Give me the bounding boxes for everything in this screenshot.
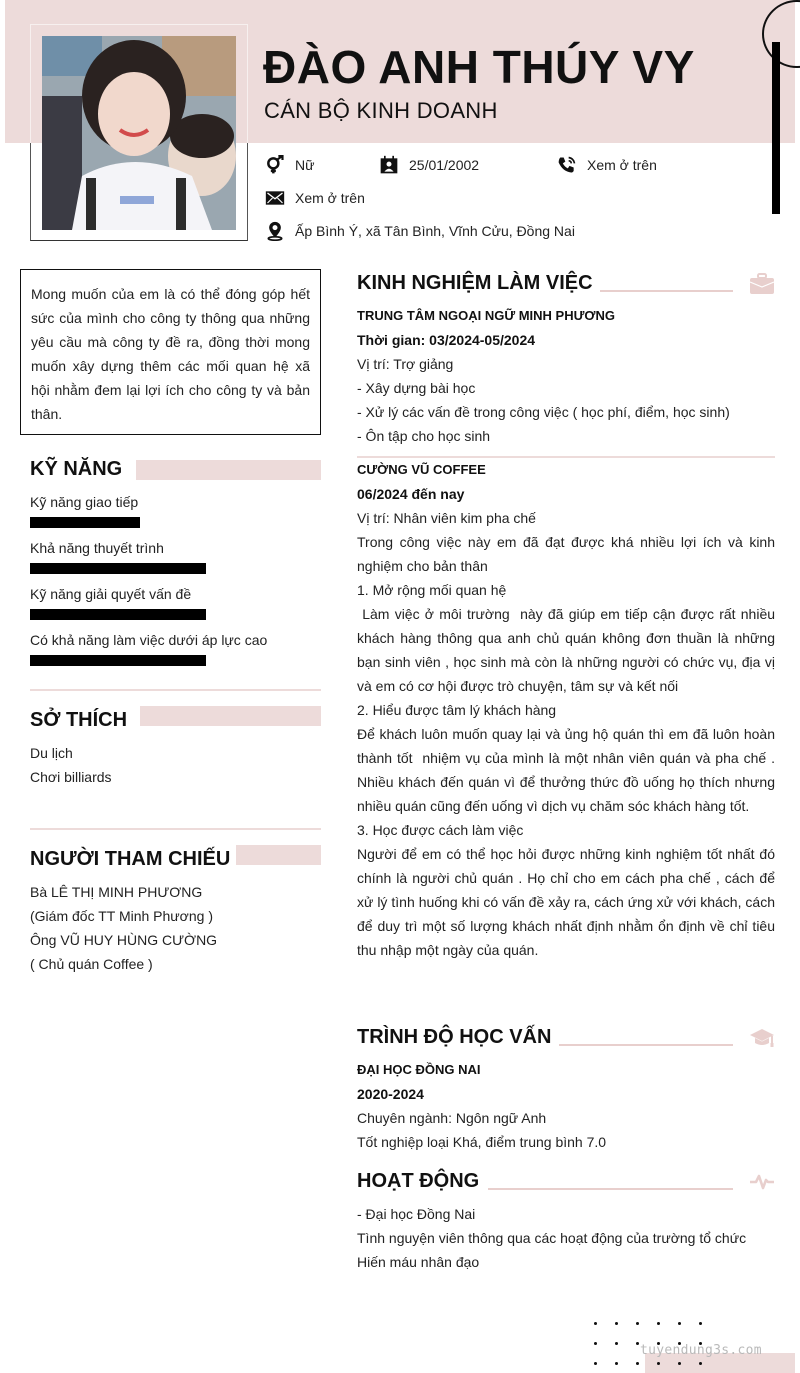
section-divider	[30, 828, 321, 830]
hobby-item: Chơi billiards	[30, 769, 112, 785]
heartbeat-icon	[749, 1171, 775, 1193]
job-line: 1. Mở rộng mối quan hệ	[357, 582, 507, 598]
job-period: Thời gian: 03/2024-05/2024	[357, 332, 536, 348]
reference-line: (Giám đốc TT Minh Phương )	[30, 908, 213, 924]
envelope-icon	[264, 187, 286, 209]
hobby-item: Du lịch	[30, 745, 73, 761]
job-title: CÁN BỘ KINH DOANH	[264, 98, 498, 123]
birthday-info	[378, 154, 479, 176]
decorative-vertical-bar	[772, 42, 780, 214]
graduation-cap-icon	[749, 1027, 775, 1049]
references-heading: NGƯỜI THAM CHIẾU	[30, 848, 231, 870]
gender-icon	[264, 154, 286, 176]
heading-rule	[488, 1188, 733, 1190]
heading-rule	[600, 290, 733, 292]
skill-label: Kỹ năng giải quyết vấn đề	[30, 586, 192, 602]
education-line: Chuyên ngành: Ngôn ngữ Anh	[357, 1110, 547, 1126]
reference-line: ( Chủ quán Coffee )	[30, 956, 153, 972]
education-line: Tốt nghiệp loại Khá, điểm trung bình 7.0	[357, 1134, 607, 1150]
briefcase-icon	[749, 273, 775, 295]
skill-label: Có khả năng làm việc dưới áp lực cao	[30, 632, 268, 648]
hobbies-heading-bar	[140, 706, 321, 726]
email-info	[264, 187, 365, 209]
section-divider	[30, 689, 321, 691]
job-line: 2. Hiểu được tâm lý khách hàng	[357, 702, 557, 718]
activity-line: - Đại học Đồng Nai	[357, 1206, 476, 1222]
job-line: - Xử lý các vấn đề trong công việc ( học phí, điểm, học sinh)	[357, 404, 730, 420]
company-name: TRUNG TÂM NGOẠI NGỮ MINH PHƯƠNG	[357, 308, 615, 323]
hobbies-heading: SỞ THÍCH	[30, 709, 128, 731]
skill-level-bar	[30, 655, 206, 666]
address-info	[264, 220, 575, 242]
job-line: Người để em có thể học hỏi được những kinh nghiệm tốt nhất đó chính là người chủ quán . Họ chỉ cho em cách pha chế , cách để xử lý tình huống khi có vấn đề xảy ra, cách ứng xử với khách, cách để duy trì một số lượng khách nhất định nhằm ổn định về chỉ tiêu thu nhập một ngày của quán.	[357, 846, 775, 958]
company-name: CƯỜNG VŨ COFFEE	[357, 462, 486, 477]
heading-rule	[559, 1044, 733, 1046]
phone-info	[556, 154, 657, 176]
skill-level-bar	[30, 563, 206, 574]
education-entry	[357, 1058, 775, 1154]
job-line: - Ôn tập cho học sinh	[357, 428, 491, 444]
skills-heading-bar	[136, 460, 321, 480]
email-value: Xem ở trên	[295, 190, 365, 206]
skill-label: Khả năng thuyết trình	[30, 540, 164, 556]
education-period: 2020-2024	[357, 1086, 424, 1102]
address-value: Ấp Bình Ý, xã Tân Bình, Vĩnh Cửu, Đồng Nai	[295, 223, 575, 239]
school-name: ĐẠI HỌC ĐỒNG NAI	[357, 1062, 481, 1077]
activities-entry	[357, 1202, 775, 1274]
birthday-value: 25/01/2002	[409, 157, 480, 173]
phone-icon	[556, 154, 578, 176]
candidate-name: ĐÀO ANH THÚY VY	[263, 41, 695, 93]
avatar	[42, 36, 236, 230]
skill-level-bar	[30, 609, 206, 620]
phone-value: Xem ở trên	[587, 157, 657, 173]
gender-value: Nữ	[295, 157, 315, 173]
activity-line: Hiến máu nhân đạo	[357, 1254, 480, 1270]
job-line: Làm việc ở môi trường này đã giúp em tiếp cận được rất nhiều khách hàng thông qua anh chủ quán không đơn thuần là những bạn sinh viên , học sinh mà còn là những người có chức vụ, địa vị và em có cơ hội được trò chuyện, tâm sự và kết nối	[357, 606, 779, 694]
skill-label: Kỹ năng giao tiếp	[30, 494, 139, 510]
calendar-icon	[378, 154, 400, 176]
job-line: Để khách luôn muốn quay lại và ủng hộ quán thì em đã luôn hoàn thành tốt nhiệm vụ của mình là một nhân viên quán và pha chế . Nhiều khách đến quán vì để thưởng thức đồ uống họ thích nhưng nhiều quán cũng đến uống vì dịch vụ chăm sóc khách hàng tốt.	[357, 726, 779, 814]
career-objective: Mong muốn của em là có thể đóng góp hết sức của mình cho công ty thông qua những yêu cầu mà công ty đề ra, đồng thời mong muốn xây dựng thêm các mối quan hệ xã hội nhằm đem lại lợi ích cho công ty và bản thân.	[20, 269, 321, 435]
education-heading: TRÌNH ĐỘ HỌC VẤN	[357, 1026, 552, 1048]
job-line: 3. Học được cách làm việc	[357, 822, 524, 838]
watermark: tuyendung3s.com	[640, 1343, 762, 1358]
references-heading-bar	[236, 845, 321, 865]
skills-heading: KỸ NĂNG	[30, 458, 123, 480]
activities-heading: HOẠT ĐỘNG	[357, 1170, 480, 1192]
job-line: Trong công việc này em đã đạt được khá nhiều lợi ích và kinh nghiệm cho bản thân	[357, 534, 775, 574]
job-line: - Xây dựng bài học	[357, 380, 476, 396]
job-line: Vị trí: Trợ giảng	[357, 356, 454, 372]
job-line: Vị trí: Nhân viên kim pha chế	[357, 510, 536, 526]
skill-level-bar	[30, 517, 140, 528]
job-entry	[357, 304, 775, 448]
activity-line: Tình nguyện viên thông qua các hoạt động của trường tổ chức	[357, 1230, 747, 1246]
gender-info	[264, 154, 314, 176]
portrait-placeholder-icon	[42, 36, 236, 230]
job-entry	[357, 458, 779, 962]
map-pin-icon	[264, 220, 286, 242]
job-period: 06/2024 đến nay	[357, 486, 465, 502]
reference-line: Ông VŨ HUY HÙNG CƯỜNG	[30, 932, 218, 948]
reference-line: Bà LÊ THỊ MINH PHƯƠNG	[30, 884, 203, 900]
experience-heading: KINH NGHIỆM LÀM VIỆC	[357, 272, 593, 294]
